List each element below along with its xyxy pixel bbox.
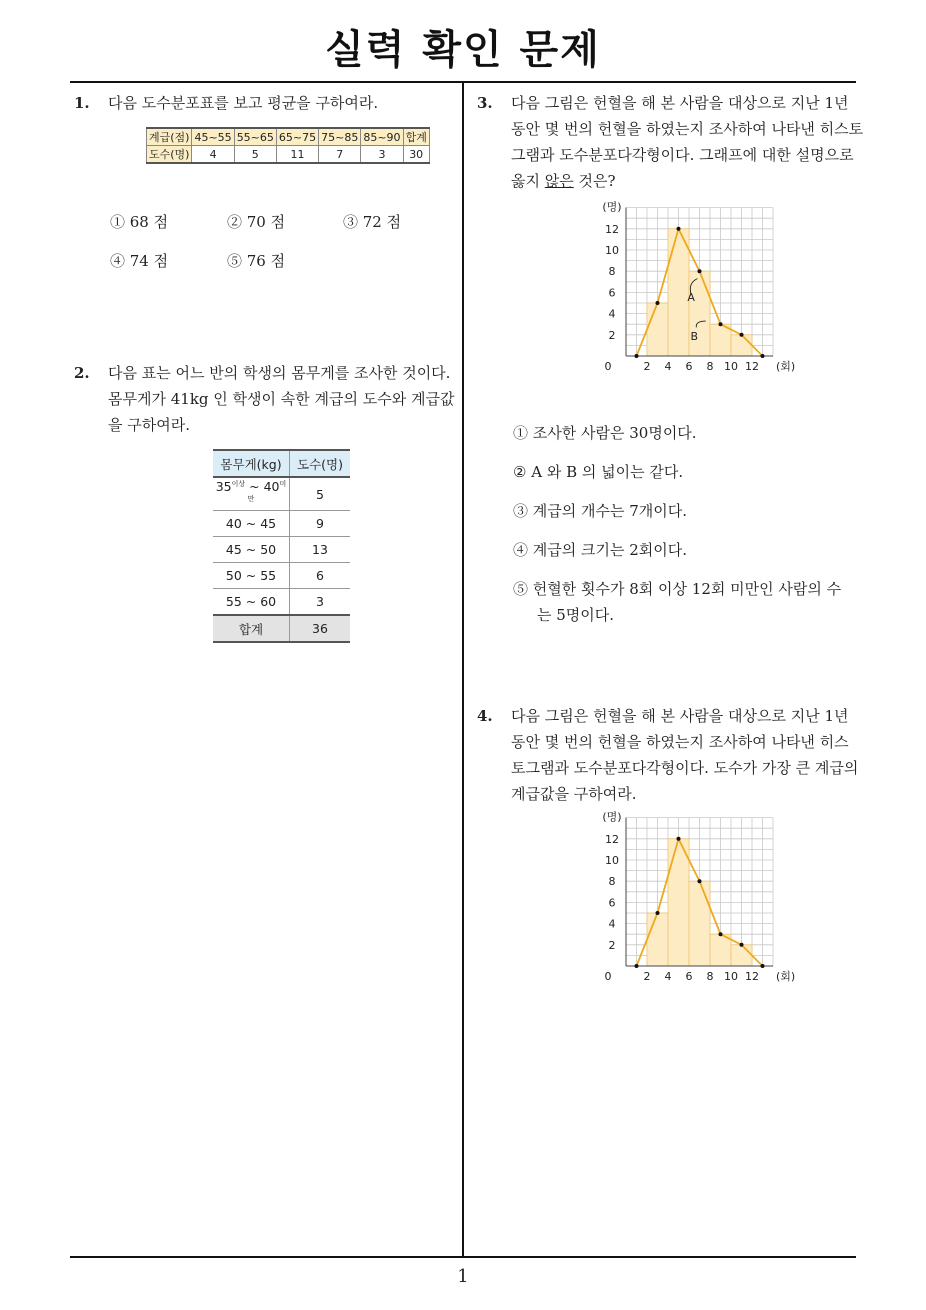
question-text-line: 그램과 도수분포다각형이다. 그래프에 대한 설명으로 bbox=[511, 146, 854, 164]
polygon-point bbox=[656, 911, 660, 915]
polygon-point bbox=[761, 964, 765, 968]
polygon-point bbox=[635, 354, 639, 358]
question-text-line: 다음 그림은 헌혈을 해 본 사람을 대상으로 지난 1년 bbox=[511, 94, 849, 112]
annotation-label-a: A bbox=[687, 290, 695, 304]
choice-2[interactable]: ② A 와 B 의 넓이는 같다. bbox=[513, 463, 684, 481]
y-axis-label: (명) bbox=[602, 810, 622, 824]
page-title: 실력 확인 문제 bbox=[325, 27, 601, 73]
question-text-line: 을 구하여라. bbox=[108, 416, 190, 434]
y-tick-label: 2 bbox=[608, 938, 616, 952]
frequency-table bbox=[146, 127, 430, 164]
polygon-point bbox=[740, 333, 744, 337]
page-number: 1 bbox=[457, 1266, 469, 1287]
weight-table bbox=[213, 449, 350, 643]
annotation-label-b: B bbox=[690, 330, 699, 344]
table-header-cell: 계급(점) bbox=[147, 128, 192, 146]
x-tick-label: 10 bbox=[724, 360, 738, 373]
polygon-point bbox=[698, 879, 702, 883]
question-text-line: 다음 그림은 헌혈을 해 본 사람을 대상으로 지난 1년 bbox=[511, 707, 849, 725]
table-header-cell: 도수(명) bbox=[290, 450, 351, 477]
table-total-label: 합계 bbox=[213, 615, 290, 642]
table-cell: 30 bbox=[403, 146, 429, 164]
choice-2[interactable]: ② 70 점 bbox=[227, 213, 286, 231]
table-header-cell: 55~65 bbox=[234, 128, 276, 146]
table-header-cell: 45~55 bbox=[192, 128, 234, 146]
question-4 bbox=[477, 703, 867, 807]
y-tick-label: 10 bbox=[605, 854, 619, 867]
choice-5[interactable]: ⑤ 76 점 bbox=[227, 252, 286, 270]
y-tick-label: 4 bbox=[608, 307, 616, 321]
polygon-point bbox=[698, 269, 702, 273]
table-total-value: 36 bbox=[290, 615, 351, 642]
table-cell: 7 bbox=[319, 146, 361, 164]
table-header-cell: 몸무게(kg) bbox=[213, 450, 290, 477]
y-tick-label: 6 bbox=[608, 286, 616, 300]
histogram-bar bbox=[731, 335, 752, 356]
x-tick-label: 12 bbox=[745, 360, 759, 373]
y-tick-label: 12 bbox=[605, 832, 619, 846]
emphasis-underline: 않은 bbox=[544, 172, 574, 190]
question-text-line: 동안 몇 번의 헌혈을 하였는지 조사하여 나타낸 히스 bbox=[511, 733, 849, 751]
question-3 bbox=[477, 90, 867, 194]
histogram-chart-q4 bbox=[590, 810, 796, 988]
histogram-bar bbox=[668, 839, 689, 966]
table-row-label: 도수(명) bbox=[147, 146, 192, 164]
polygon-point bbox=[677, 227, 681, 231]
histogram-chart-q3 bbox=[590, 200, 796, 378]
table-header-cell: 합계 bbox=[403, 128, 429, 146]
y-axis-label: (명) bbox=[602, 200, 622, 214]
x-tick-label: 8 bbox=[706, 360, 714, 373]
x-tick-label: 6 bbox=[685, 970, 693, 983]
histogram-bar bbox=[668, 229, 689, 356]
table-cell: 5 bbox=[290, 477, 351, 511]
polygon-point bbox=[719, 322, 723, 326]
histogram-bar bbox=[689, 881, 710, 966]
table-cell: 5 bbox=[234, 146, 276, 164]
x-tick-label: 8 bbox=[706, 970, 714, 983]
footer-rule bbox=[70, 1256, 856, 1258]
x-tick-label: 2 bbox=[643, 970, 651, 983]
question-number: 1. bbox=[74, 94, 90, 112]
question-text: 다음 도수분포표를 보고 평균을 구하여라. bbox=[108, 94, 379, 112]
table-cell: 4 bbox=[192, 146, 234, 164]
table-cell: 50 ~ 55 bbox=[213, 563, 290, 589]
histogram-bar bbox=[647, 303, 668, 356]
y-tick-label: 8 bbox=[608, 265, 616, 279]
y-tick-label: 6 bbox=[608, 896, 616, 910]
question-text-line: 동안 몇 번의 헌혈을 하였는지 조사하여 나타낸 히스토 bbox=[511, 120, 864, 138]
y-tick-label: 12 bbox=[605, 222, 619, 236]
question-number: 3. bbox=[477, 94, 493, 112]
histogram-bar bbox=[710, 934, 731, 966]
choice-3[interactable]: ③ 72 점 bbox=[343, 213, 402, 231]
table-header-cell: 65~75 bbox=[276, 128, 318, 146]
x-tick-label: 0 bbox=[604, 970, 612, 983]
question-1 bbox=[74, 90, 454, 116]
x-tick-label: 12 bbox=[745, 970, 759, 983]
y-tick-label: 8 bbox=[608, 875, 616, 889]
x-tick-label: 4 bbox=[664, 360, 672, 373]
y-tick-label: 10 bbox=[605, 244, 619, 257]
question-text-line: 몸무게가 41kg 인 학생이 속한 계급의 도수와 계급값 bbox=[108, 390, 455, 408]
choice-4[interactable]: ④ 74 점 bbox=[110, 252, 169, 270]
table-cell: 40 ~ 45 bbox=[213, 511, 290, 537]
x-axis-label: (회) bbox=[776, 970, 796, 983]
table-header-cell: 85~90 bbox=[361, 128, 403, 146]
table-cell: $35^{이상}$ ~ $40^{미만}$ bbox=[213, 477, 290, 511]
x-axis-label: (회) bbox=[776, 360, 796, 373]
table-cell: 3 bbox=[361, 146, 403, 164]
y-tick-label: 2 bbox=[608, 328, 616, 342]
question-number: 2. bbox=[74, 364, 90, 382]
question-text-line: 옳지 않은 것은? bbox=[511, 172, 616, 190]
table-cell: 6 bbox=[290, 563, 351, 589]
choice-5-continued: 는 5명이다. bbox=[537, 606, 615, 624]
choice-4[interactable]: ④ 계급의 크기는 2회이다. bbox=[513, 541, 688, 559]
question-text-line: 계급값을 구하여라. bbox=[511, 785, 637, 803]
polygon-point bbox=[740, 943, 744, 947]
polygon-point bbox=[719, 932, 723, 936]
choice-5[interactable]: ⑤ 헌혈한 횟수가 8회 이상 12회 미만인 사람의 수 bbox=[513, 580, 842, 598]
table-cell: 11 bbox=[276, 146, 318, 164]
table-cell: 55 ~ 60 bbox=[213, 589, 290, 616]
question-2 bbox=[74, 360, 459, 438]
polygon-point bbox=[677, 837, 681, 841]
question-text-line: 다음 표는 어느 반의 학생의 몸무게를 조사한 것이다. bbox=[108, 364, 451, 382]
x-tick-label: 10 bbox=[724, 970, 738, 983]
choice-3[interactable]: ③ 계급의 개수는 7개이다. bbox=[513, 502, 688, 520]
table-header-cell: 75~85 bbox=[319, 128, 361, 146]
x-tick-label: 0 bbox=[604, 360, 612, 373]
y-tick-label: 4 bbox=[608, 917, 616, 931]
choice-1[interactable]: ① 조사한 사람은 30명이다. bbox=[513, 424, 697, 442]
polygon-point bbox=[761, 354, 765, 358]
histogram-bar bbox=[647, 913, 668, 966]
x-tick-label: 6 bbox=[685, 360, 693, 373]
table-cell: 3 bbox=[290, 589, 351, 616]
histogram-bar bbox=[710, 324, 731, 356]
x-tick-label: 4 bbox=[664, 970, 672, 983]
choice-1[interactable]: ① 68 점 bbox=[110, 213, 169, 231]
question-number: 4. bbox=[477, 707, 493, 725]
column-divider bbox=[462, 82, 464, 1258]
histogram-bar bbox=[731, 945, 752, 966]
table-cell: 13 bbox=[290, 537, 351, 563]
histogram-bar bbox=[689, 271, 710, 356]
table-cell: 9 bbox=[290, 511, 351, 537]
question-text-line: 토그램과 도수분포다각형이다. 도수가 가장 큰 계급의 bbox=[511, 759, 859, 777]
polygon-point bbox=[656, 301, 660, 305]
polygon-point bbox=[635, 964, 639, 968]
x-tick-label: 2 bbox=[643, 360, 651, 373]
table-cell: 45 ~ 50 bbox=[213, 537, 290, 563]
